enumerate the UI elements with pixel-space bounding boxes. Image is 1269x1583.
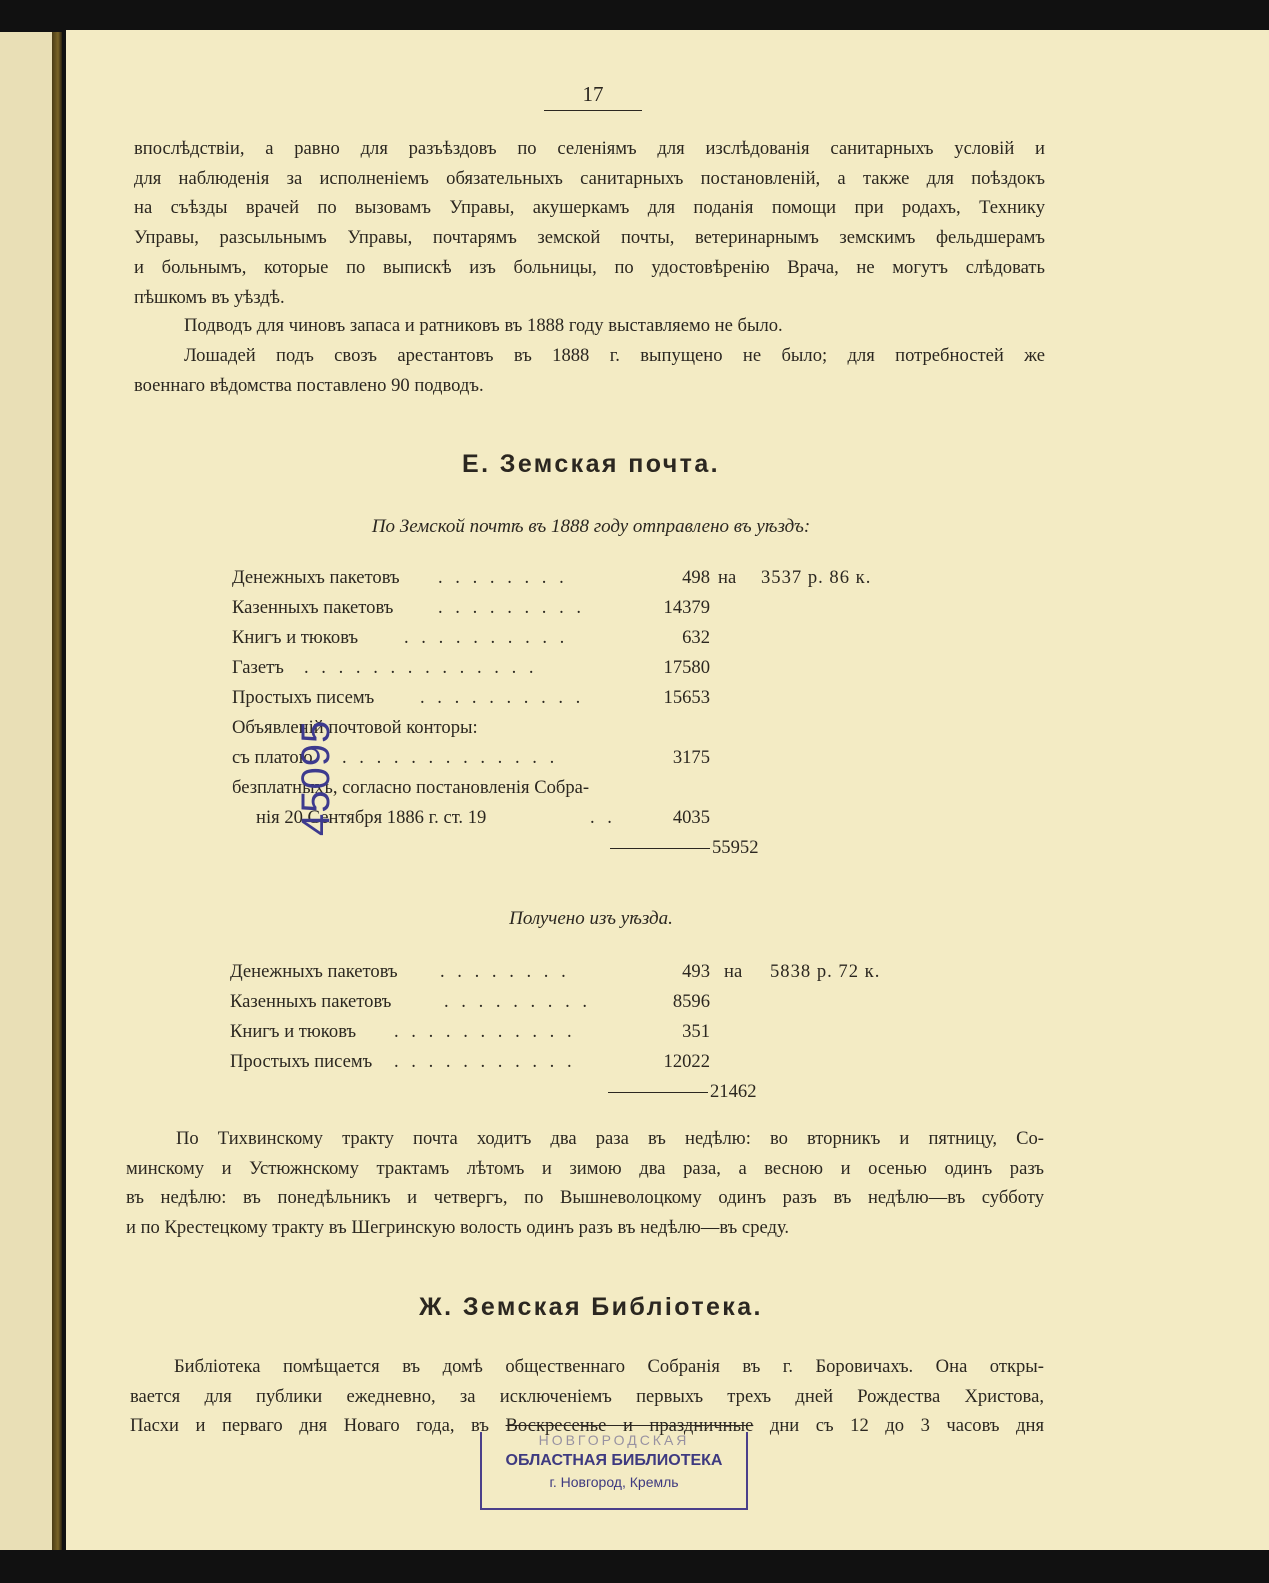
row-value: 4035 xyxy=(672,807,710,828)
loshadey-paragraph xyxy=(134,341,1045,400)
row-label: безплатныхъ, согласно постановленія Собра- xyxy=(232,777,590,798)
row-dots: . . . . . . . . . . xyxy=(404,627,569,648)
paragraph-line: въ недѣлю: въ понедѣльникъ и четвергъ, по Вышневолоцкому одинъ разъ въ недѣлю—въ субботу xyxy=(126,1187,1044,1209)
sent-row xyxy=(232,564,932,592)
paragraph-line: пѣшкомъ въ уѣздѣ. xyxy=(134,286,285,308)
struck-text: Воскресенье и праздничные xyxy=(505,1415,754,1437)
row-dots: . . . . . . . . . . xyxy=(420,687,585,708)
stamp-line: ОБЛАСТНАЯ БИБЛИОТЕКА xyxy=(505,1452,723,1469)
paragraph-line: вается для публики ежедневно, за исключеніемъ первыхъ трехъ дней Рождества Христова, xyxy=(130,1385,1044,1407)
row-label: Простыхъ писемъ xyxy=(230,1051,373,1072)
row-label: Книгъ и тюковъ xyxy=(232,627,359,648)
paragraph-line: впослѣдствіи, а равно для разъѣздовъ по селеніямъ для изслѣдованія санитарныхъ условій и xyxy=(134,138,1045,159)
podvody-paragraph: Подводъ для чиновъ запаса и ратниковъ въ 1888 году выставляемо не было. xyxy=(184,315,783,336)
library-paragraph xyxy=(130,1352,1044,1441)
row-label: нія 20 Сентября 1886 г. ст. 19 xyxy=(256,807,487,828)
document-page xyxy=(66,30,1269,1550)
row-dots: . . . . . . . . . . . . . xyxy=(342,747,559,768)
paragraph-line: для наблюденія за исполненіемъ обязательныхъ санитарныхъ постановленій, а также для поѣздокъ xyxy=(134,167,1045,189)
row-dots: . . . . . . . . xyxy=(438,567,568,588)
sent-row xyxy=(232,684,932,712)
book-spine-gutter xyxy=(52,32,62,1550)
row-label: Казенныхъ пакетовъ xyxy=(230,991,392,1012)
paragraph-line: на съѣзды врачей по вызовамъ Управы, акушеркамъ для поданія помощи при родахъ, Технику xyxy=(134,197,1045,219)
section-heading-zemskaya-biblioteka: Ж. Земская Библіотека. xyxy=(419,1293,763,1321)
total-value: 21462 xyxy=(710,1081,757,1102)
paragraph-line: Библіотека помѣщается въ домѣ общественнаго Собранія въ г. Боровичахъ. Она откры- xyxy=(174,1356,1044,1377)
row-value: 632 xyxy=(682,627,710,648)
row-na: на xyxy=(724,961,743,982)
row-label: Книгъ и тюковъ xyxy=(230,1021,357,1042)
row-value: 12022 xyxy=(663,1051,710,1072)
intro-paragraph xyxy=(134,134,1045,312)
line-text: Пасхи и перваго дня Новаго года, въ xyxy=(130,1415,506,1437)
row-dots: . . . . . . . . . . . xyxy=(394,1021,576,1042)
row-dots: . . . . . . . . . xyxy=(444,991,592,1012)
row-value: 8596 xyxy=(672,991,710,1012)
row-label: Простыхъ писемъ xyxy=(232,687,375,708)
sent-row xyxy=(256,804,936,832)
row-value: 15653 xyxy=(663,687,710,708)
sent-row xyxy=(232,594,932,622)
stamp-line: НОВГОРОДСКАЯ xyxy=(538,1432,690,1448)
stamp-line: г. Новгород, Кремль xyxy=(549,1474,679,1490)
page-number: 17 xyxy=(544,82,642,111)
received-row xyxy=(230,1048,950,1076)
paragraph-line: и по Крестецкому тракту въ Шегринскую волость одинъ разъ въ недѣлю—въ среду. xyxy=(126,1217,790,1239)
row-dots: . . xyxy=(590,807,616,828)
line-text: дни съ 12 до 3 часовъ дня xyxy=(753,1415,1045,1437)
row-label: Денежныхъ пакетовъ xyxy=(230,961,398,982)
row-label: Денежныхъ пакетовъ xyxy=(232,567,400,588)
inventory-number-handwritten: 45095 xyxy=(294,719,338,836)
row-na: на xyxy=(718,567,737,588)
paragraph-line: и больнымъ, которые по выпискѣ изъ больницы, по удостовѣренію Врача, не могутъ слѣдовать xyxy=(134,256,1045,278)
row-label: Объявленій почтовой конторы: xyxy=(232,717,478,738)
mail-schedule-paragraph xyxy=(126,1124,1044,1243)
total-rule xyxy=(610,848,710,849)
paragraph-line: минскому и Устюжнскому трактамъ лѣтомъ и зимою два раза, а весною и осенью одинъ разъ xyxy=(126,1157,1044,1179)
received-subheading: Получено изъ уѣзда. xyxy=(509,908,673,929)
row-amount: 5838 р. 72 к. xyxy=(770,961,881,982)
row-dots: . . . . . . . . . xyxy=(438,597,586,618)
received-row xyxy=(230,1018,950,1046)
library-stamp xyxy=(480,1432,748,1510)
previous-page-strip xyxy=(0,32,52,1550)
row-value: 3175 xyxy=(672,747,710,768)
paragraph-line: военнаго вѣдомства поставлено 90 подводъ. xyxy=(134,374,484,396)
sent-row xyxy=(232,654,932,682)
row-dots: . . . . . . . . xyxy=(440,961,570,982)
row-value: 351 xyxy=(682,1021,710,1042)
paragraph-line: Лошадей подъ свозъ арестантовъ въ 1888 г. выпущено не было; для потребностей же xyxy=(184,345,1045,366)
received-row xyxy=(230,958,950,986)
row-dots: . . . . . . . . . . . . . . xyxy=(304,657,538,678)
paragraph-line: По Тихвинскому тракту почта ходитъ два раза въ недѣлю: во вторникъ и пятницу, Со- xyxy=(176,1128,1044,1149)
received-total xyxy=(608,1078,756,1106)
total-rule xyxy=(608,1092,708,1093)
section-heading-zemskaya-pochta: Е. Земская почта. xyxy=(462,450,720,478)
row-value: 498 xyxy=(682,567,710,588)
total-value: 55952 xyxy=(712,837,759,858)
row-value: 493 xyxy=(682,961,710,982)
row-label: съ платою xyxy=(232,747,313,768)
row-value: 17580 xyxy=(663,657,710,678)
sent-total xyxy=(610,834,758,862)
sent-row xyxy=(232,624,932,652)
row-label: Казенныхъ пакетовъ xyxy=(232,597,394,618)
row-value: 14379 xyxy=(663,597,710,618)
row-amount: 3537 р. 86 к. xyxy=(761,567,872,588)
paragraph-line: Управы, разсыльнымъ Управы, почтарямъ земской почты, ветеринарнымъ земскимъ фельдшерамъ xyxy=(134,227,1045,249)
received-row xyxy=(230,988,950,1016)
sent-subheading: По Земской почтѣ въ 1888 году отправлено въ уѣздъ: xyxy=(371,516,811,537)
row-dots: . . . . . . . . . . . xyxy=(394,1051,576,1072)
row-label: Газетъ xyxy=(232,657,284,678)
